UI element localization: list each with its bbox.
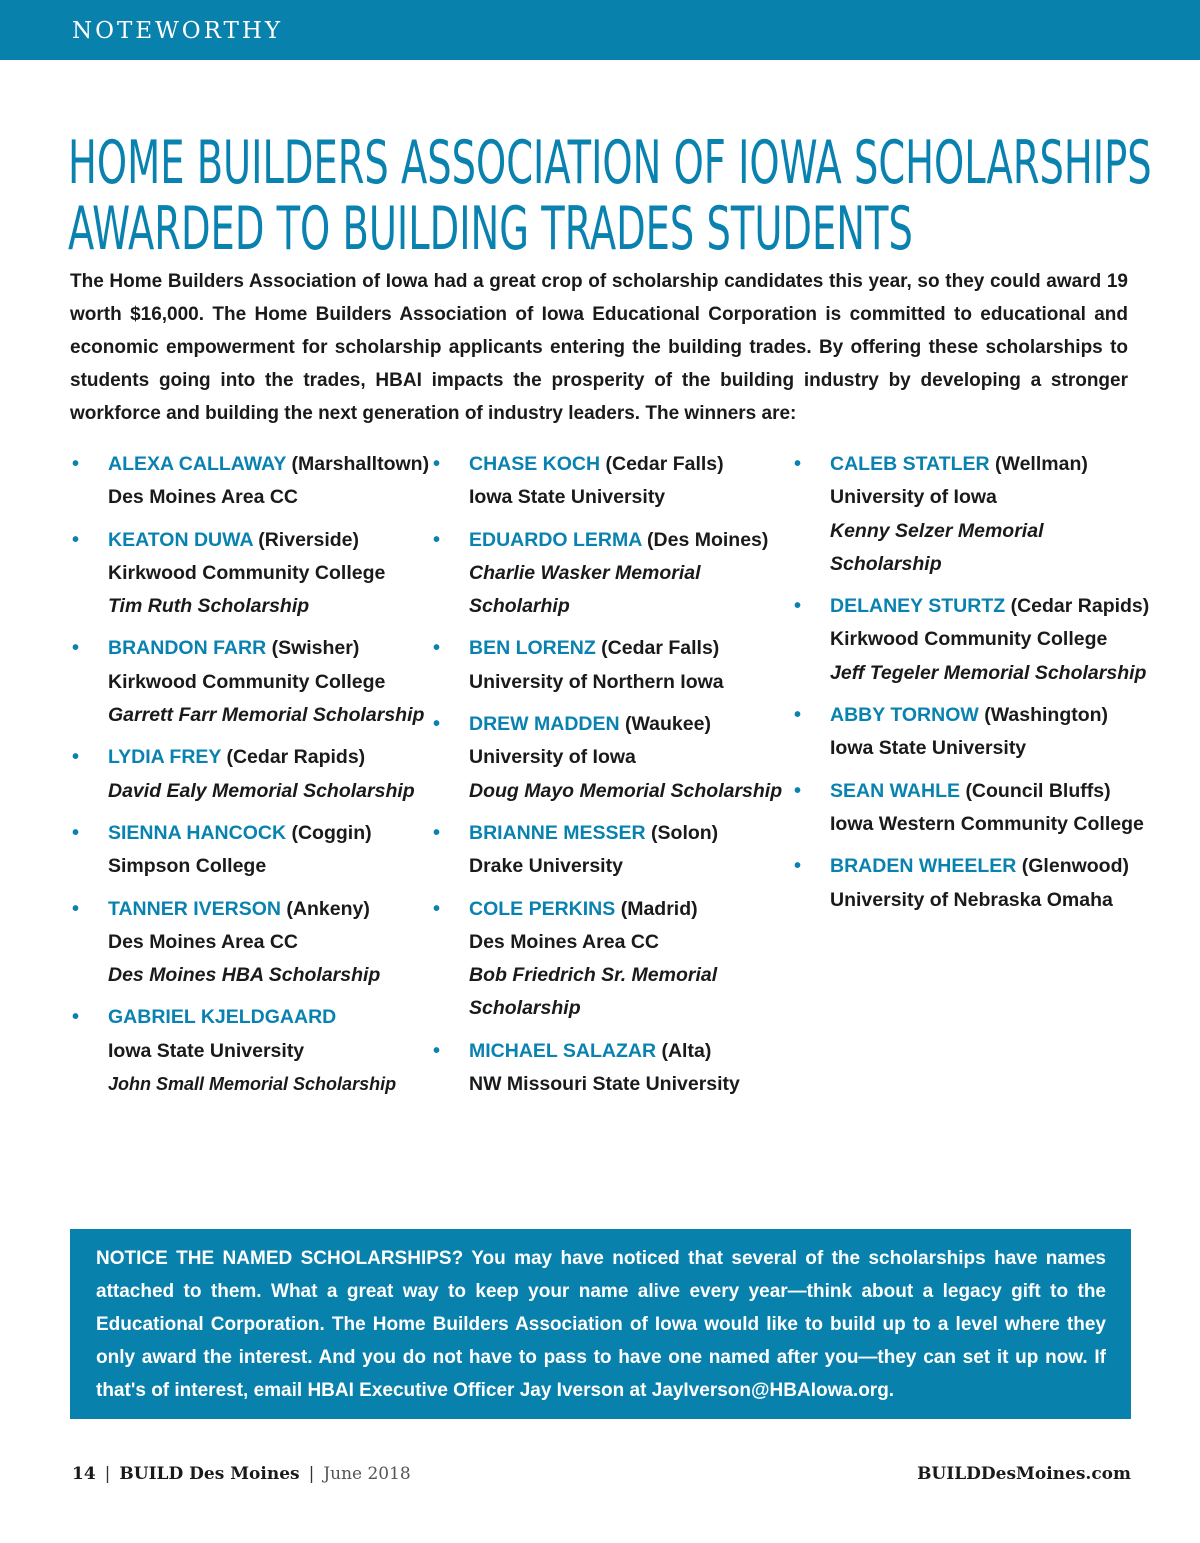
bullet-icon: •	[794, 855, 802, 878]
footer-separator: |	[104, 1464, 111, 1484]
winner-name: CALEB STATLER	[830, 453, 990, 475]
bullet-icon: •	[433, 897, 441, 920]
winner-school: NW Missouri State University	[469, 1073, 740, 1096]
winner-name: CHASE KOCH	[469, 453, 601, 475]
winners-column-2	[433, 448, 793, 1110]
winner-item	[72, 1001, 432, 1101]
winner-hometown: (Waukee)	[625, 713, 711, 736]
winner-hometown: (Swisher)	[271, 637, 360, 660]
issue-date: June 2018	[323, 1464, 411, 1484]
winner-hometown: (Washington)	[984, 704, 1109, 727]
winner-school: Des Moines Area CC	[108, 930, 299, 953]
winner-hometown: (Des Moines)	[647, 528, 769, 551]
bullet-icon: •	[72, 821, 80, 844]
winner-name: SIENNA HANCOCK	[108, 821, 287, 844]
winner-school: Kirkwood Community College	[830, 628, 1108, 651]
winner-school: Des Moines Area CC	[469, 930, 660, 953]
named-scholarships-callout	[70, 1229, 1131, 1419]
winner-hometown: (Wellman)	[995, 453, 1088, 475]
bullet-icon: •	[433, 637, 441, 660]
winner-school: University of Northern Iowa	[469, 670, 724, 693]
winner-scholarship: Bob Friedrich Sr. Memorial Scholarship	[469, 964, 718, 1020]
winner-item	[433, 708, 793, 808]
winner-name: EDUARDO LERMA	[469, 528, 642, 551]
bullet-icon: •	[72, 746, 80, 769]
bullet-icon: •	[794, 453, 802, 475]
intro-paragraph: The Home Builders Association of Iowa had a great crop of scholarship candidates this year, so they could award 19 worth $16,000. The Home Builders Association of Iowa Educational Corporation is committed to educational and economic empowerment for scholarship applicants entering the building trades. By offering these scholarships to students going into the trades, HBAI impacts the prosperity of the building industry by developing a stronger workforce and building the next generation of industry leaders. The winners are:	[70, 271, 1128, 424]
winner-scholarship: Charlie Wasker Memorial Scholarhip	[469, 561, 701, 618]
winner-scholarship: David Ealy Memorial Scholarship	[108, 779, 415, 802]
winner-school: Simpson College	[108, 855, 267, 878]
winner-school: University of Iowa	[469, 746, 636, 769]
winner-name: SEAN WAHLE	[830, 779, 961, 802]
winners-column-3	[794, 448, 1154, 926]
bullet-icon: •	[794, 704, 802, 727]
winner-scholarship: Des Moines HBA Scholarship	[108, 964, 381, 987]
footer-left	[72, 1464, 411, 1484]
bullet-icon: •	[433, 1039, 441, 1062]
winner-name: ABBY TORNOW	[830, 704, 979, 727]
winner-item	[433, 448, 793, 515]
winner-name: KEATON DUWA	[108, 528, 253, 551]
winner-name: COLE PERKINS	[469, 897, 616, 920]
winner-name: TANNER IVERSON	[108, 897, 281, 920]
callout-text: You may have noticed that several of the scholarships have names attached to them. What a great way to keep your name alive every year—think about a legacy gift to the Educational Corporation. The Home Builders Association of Iowa would like to build up to a level where they only award the interest. And you do not have to pass to have one named after you—they can set it up now. If that's of interest, email HBAI Executive Officer Jay Iverson at JayIverson@HBAIowa.org.	[96, 1248, 1106, 1401]
winner-name: BRADEN WHEELER	[830, 855, 1017, 878]
winner-item	[794, 775, 1154, 842]
winner-hometown: (Ankeny)	[286, 897, 370, 920]
winner-hometown: (Coggin)	[291, 821, 372, 844]
bullet-icon: •	[433, 821, 441, 844]
winner-school: Iowa State University	[108, 1039, 305, 1062]
winner-scholarship: Garrett Farr Memorial Scholarship	[108, 704, 425, 727]
winner-item	[433, 893, 793, 1026]
winner-hometown: (Madrid)	[620, 897, 698, 920]
winner-name: BRANDON FARR	[108, 637, 267, 660]
page-title-line-1: HOME BUILDERS ASSOCIATION OF IOWA SCHOLARSHIPS	[68, 128, 1152, 198]
callout-paragraph	[96, 1242, 1106, 1407]
page-title-line-2: AWARDED TO BUILDING TRADES STUDENTS	[68, 194, 913, 264]
winner-name: LYDIA FREY	[108, 746, 222, 769]
winner-school: Iowa State University	[830, 737, 1027, 760]
magazine-name: BUILD Des Moines	[119, 1464, 300, 1484]
page-title	[68, 128, 1152, 264]
winner-school: Kirkwood Community College	[108, 670, 386, 693]
winner-item	[794, 850, 1154, 917]
winner-scholarship: John Small Memorial Scholarship	[108, 1074, 397, 1095]
winner-hometown: (Cedar Falls)	[605, 453, 724, 475]
winner-item	[794, 590, 1154, 690]
bullet-icon: •	[794, 595, 802, 618]
winner-school: Des Moines Area CC	[108, 486, 299, 509]
winner-hometown: (Alta)	[661, 1039, 712, 1062]
winner-scholarship: Tim Ruth Scholarship	[108, 595, 310, 618]
winner-item	[433, 1035, 793, 1102]
winner-item	[72, 817, 432, 884]
winner-school: Kirkwood Community College	[108, 561, 386, 584]
bullet-icon: •	[72, 637, 80, 660]
winner-hometown: (Riverside)	[258, 528, 360, 551]
winner-name: GABRIEL KJELDGAARD	[108, 1006, 337, 1029]
winner-item	[433, 524, 793, 624]
winner-hometown: (Marshalltown)	[291, 453, 430, 475]
winners-column-1	[72, 448, 432, 1110]
winner-school: University of Iowa	[830, 486, 997, 509]
bullet-icon: •	[72, 528, 80, 551]
winner-scholarship: Jeff Tegeler Memorial Scholarship	[830, 661, 1147, 684]
winner-school: Drake University	[469, 855, 623, 878]
bullet-icon: •	[72, 1006, 80, 1029]
winner-hometown: (Council Bluffs)	[965, 779, 1111, 802]
winner-hometown: (Solon)	[651, 821, 719, 844]
winner-hometown: (Cedar Falls)	[601, 637, 720, 660]
winner-name: ALEXA CALLAWAY	[108, 453, 287, 475]
winner-item	[72, 893, 432, 993]
bullet-icon: •	[433, 453, 441, 475]
winner-item	[794, 448, 1154, 581]
section-label: NOTEWORTHY	[72, 18, 284, 44]
callout-lead: NOTICE THE NAMED SCHOLARSHIPS?	[96, 1248, 464, 1269]
winner-name: DREW MADDEN	[469, 713, 620, 736]
winner-scholarship: Doug Mayo Memorial Scholarship	[469, 779, 783, 802]
bullet-icon: •	[433, 528, 441, 551]
winner-name: MICHAEL SALAZAR	[469, 1039, 657, 1062]
winner-hometown: (Glenwood)	[1021, 855, 1129, 878]
winner-item	[72, 448, 432, 515]
bullet-icon: •	[794, 779, 802, 802]
winner-scholarship: Kenny Selzer Memorial Scholarship	[830, 519, 1044, 575]
winner-item	[433, 632, 793, 699]
winner-hometown: (Cedar Rapids)	[1010, 595, 1150, 618]
winner-school: Iowa Western Community College	[830, 812, 1144, 835]
page-number: 14	[72, 1464, 96, 1484]
bullet-icon: •	[72, 453, 80, 475]
winner-item	[72, 741, 432, 808]
winner-item	[794, 699, 1154, 766]
winner-school: University of Nebraska Omaha	[830, 888, 1113, 911]
winner-school: Iowa State University	[469, 486, 666, 509]
bullet-icon: •	[72, 897, 80, 920]
winner-item	[433, 817, 793, 884]
winner-hometown: (Cedar Rapids)	[226, 746, 366, 769]
bullet-icon: •	[433, 713, 441, 736]
winner-item	[72, 524, 432, 624]
winner-name: DELANEY STURTZ	[830, 595, 1006, 618]
winner-name: BRIANNE MESSER	[469, 821, 646, 844]
winner-item	[72, 632, 432, 732]
section-header-bar	[0, 0, 1200, 60]
winner-name: BEN LORENZ	[469, 637, 596, 660]
website-link[interactable]: BUILDDesMoines.com	[917, 1464, 1131, 1484]
footer-separator: |	[308, 1464, 315, 1484]
